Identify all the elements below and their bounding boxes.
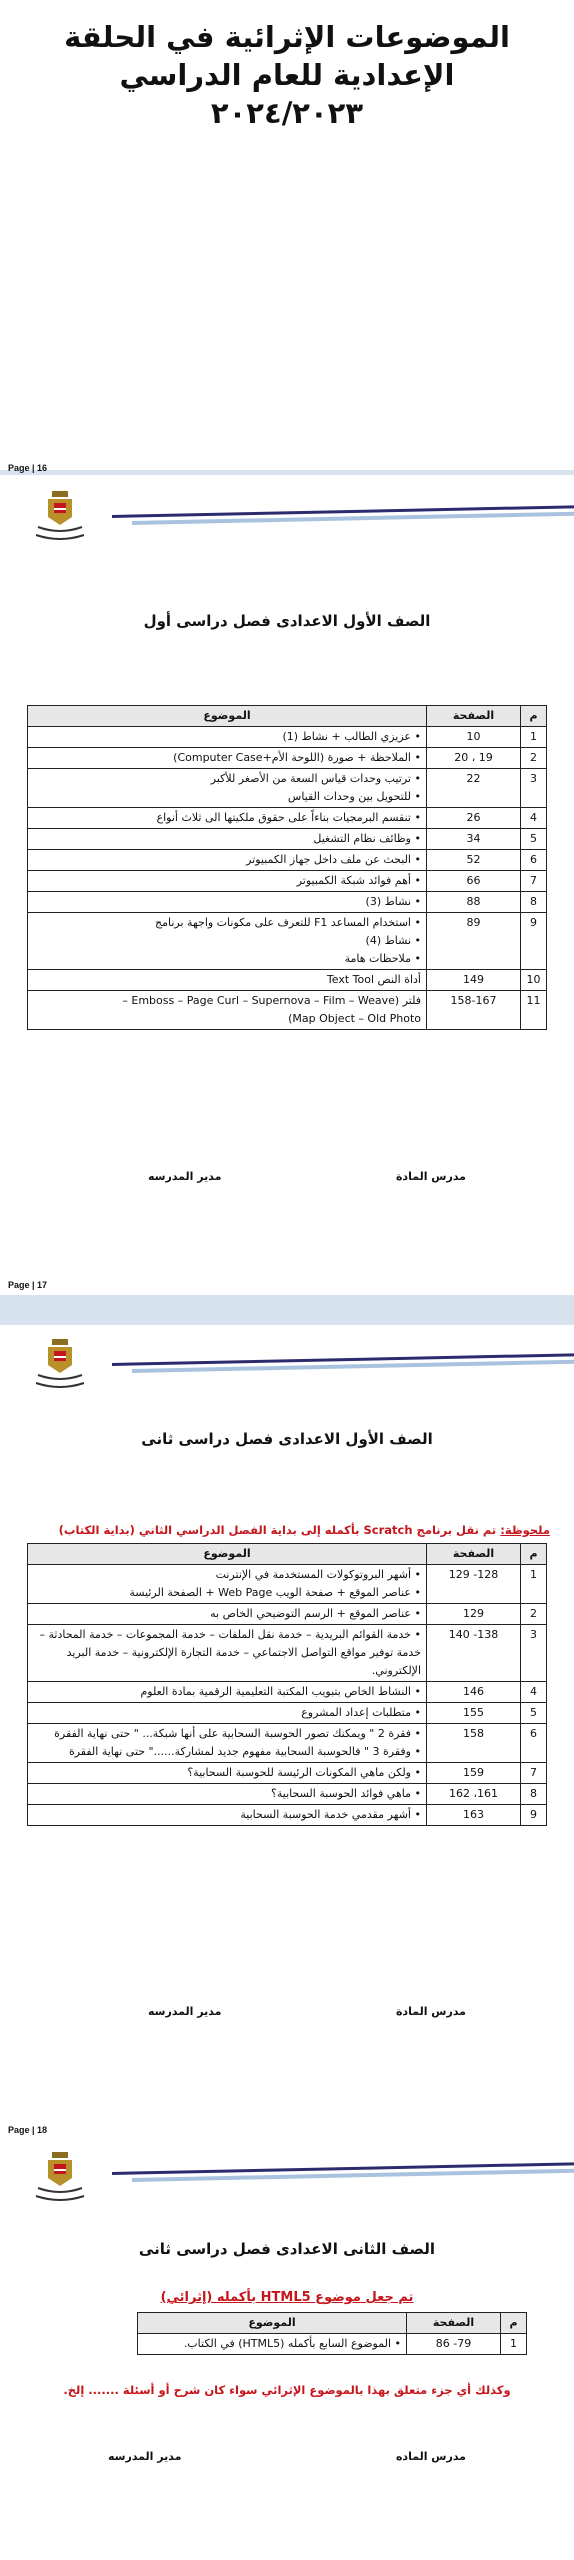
header-decoration bbox=[112, 1359, 574, 1379]
topics-table bbox=[137, 2312, 527, 2355]
table-row: 8 161، 162 • ماهي فوائد الحوسبة السحابية؟ bbox=[28, 1784, 547, 1805]
col-topic-header: الموضوع bbox=[138, 2313, 407, 2334]
cover-title-line3: ٢٠٢٤/٢٠٢٣ bbox=[210, 96, 364, 130]
col-num-header: م bbox=[521, 1544, 547, 1565]
html5-heading: تم جعل موضوع HTML5 بأكمله (إثرائي) bbox=[160, 2290, 414, 2305]
col-page-header: الصفحة bbox=[427, 706, 521, 727]
ministry-emblem-icon bbox=[30, 487, 90, 545]
topics-table bbox=[27, 1543, 547, 1826]
transfer-note bbox=[30, 1523, 550, 1537]
note-text: تم نقل برنامج Scratch بأكمله إلى بداية الفصل الدراسي الثاني (بداية الكتاب) bbox=[58, 1523, 497, 1537]
closing-note: وكذلك أي جزء متعلق بهذا بالموضوع الإثرائي سواء كان شرح أو أسئلة ....... إلخ. bbox=[63, 2383, 511, 2397]
header-decoration bbox=[112, 2168, 574, 2188]
page-number: Page | 17 bbox=[8, 1280, 48, 1290]
ministry-emblem-icon bbox=[30, 2148, 90, 2206]
table-row: 6 158 • فقرة 2 " ويمكنك تصور الحوسبة السحابية على أنها شبكة... " حتى نهاية الفقرة • وفقرة 3 " فالحوسبة السحابية مفهوم جديد لمشاركة......" حتى نهاية الفقرة bbox=[28, 1724, 547, 1763]
table-row: 5 155 • متطلبات إعداد المشروع bbox=[28, 1703, 547, 1724]
page-gap bbox=[0, 1295, 574, 1325]
table-row: 2 19 ، 20 • الملاحظة + صورة (اللوحة الأم+Computer Case) bbox=[28, 748, 547, 769]
principal-signature: مدير المدرسه bbox=[148, 1170, 222, 1183]
table-row: 3 22 • ترتيب وحدات قياس السعة من الأصغر للأكبر • للتحويل بين وحدات القياس bbox=[28, 769, 547, 808]
table-row: 8 88 • نشاط (3) bbox=[28, 892, 547, 913]
table-row: 10 149 أداة النص Text Tool bbox=[28, 970, 547, 991]
table-row: 11 158-167 فلتر (Emboss – Page Curl – Supernova – Film – Weave – Map Object – Old Photo) bbox=[28, 991, 547, 1030]
cover-title bbox=[0, 18, 574, 132]
table-row: 9 163 • أشهر مقدمي خدمة الحوسبة السحابية bbox=[28, 1805, 547, 1826]
table-row: 7 66 • أهم فوائد شبكة الكمبيوتر bbox=[28, 871, 547, 892]
table-row: 4 146 • النشاط الخاص بتبويب المكتبة التعليمية الرقمية بمادة العلوم bbox=[28, 1682, 547, 1703]
page-section1 bbox=[0, 475, 574, 1295]
page-number: Page | 18 bbox=[8, 2125, 48, 2135]
cover-title-line2: الإعدادية للعام الدراسي bbox=[119, 58, 455, 92]
col-page-header: الصفحة bbox=[407, 2313, 501, 2334]
table-row: 7 159 • ولكن ماهي المكونات الرئيسة للحوسبة السحابية؟ bbox=[28, 1763, 547, 1784]
section-title: الصف الثانى الاعدادى فصل دراسى ثانى bbox=[138, 2240, 436, 2258]
ministry-emblem-icon bbox=[30, 1335, 90, 1393]
section-title: الصف الأول الاعدادى فصل دراسى ثانى bbox=[141, 1430, 433, 1448]
table-row: 1 128- 129 • أشهر البروتوكولات المستخدمة في الإنترنت • عناصر الموقع + صفحة الويب Web Page + الصفحة الرئيسة bbox=[28, 1565, 547, 1604]
topics-table bbox=[27, 705, 547, 1030]
section-title: الصف الأول الاعدادى فصل دراسى أول bbox=[143, 612, 431, 630]
note-label: ملحوظة: bbox=[500, 1523, 550, 1537]
teacher-signature: مدرس الماده bbox=[395, 2450, 466, 2463]
page-section3 bbox=[0, 2140, 574, 2560]
principal-signature: مدير المدرسه bbox=[148, 2005, 222, 2018]
col-topic-header: الموضوع bbox=[28, 706, 427, 727]
teacher-signature: مدرس المادة bbox=[395, 2005, 466, 2018]
table-row: 3 138- 140 • خدمة القوائم البريدية – خدمة نقل الملفات – خدمة المجموعات – خدمة المحادثة – خدمة توفير مواقع التواصل الاجتماعي – خدمة التجارة الإلكترونية – خدمة البريد الإلكتروني. bbox=[28, 1625, 547, 1682]
cover-title-line1: الموضوعات الإثرائية في الحلقة bbox=[64, 20, 510, 54]
table-row: 2 129 • عناصر الموقع + الرسم التوضيحي الخاص به bbox=[28, 1604, 547, 1625]
col-num-header: م bbox=[501, 2313, 527, 2334]
header-decoration bbox=[112, 511, 574, 531]
col-topic-header: الموضوع bbox=[28, 1544, 427, 1565]
table-row: 4 26 • تنقسم البرمجيات بناءاً على حقوق ملكيتها الى ثلاث أنواع bbox=[28, 808, 547, 829]
table-row: 1 79- 86 • الموضوع السابع بأكمله (HTML5) في الكتاب. bbox=[138, 2334, 527, 2355]
principal-signature: مدير المدرسه bbox=[108, 2450, 182, 2463]
table-row: 1 10 • عزيزي الطالب + نشاط (1) bbox=[28, 727, 547, 748]
table-row: 5 34 • وظائف نظام التشغيل bbox=[28, 829, 547, 850]
table-row: 6 52 • البحث عن ملف داخل جهاز الكمبيوتر bbox=[28, 850, 547, 871]
table-row: 9 89 • استخدام المساعد F1 للتعرف على مكونات واجهة برنامج • نشاط (4) • ملاحظات هامة bbox=[28, 913, 547, 970]
page-section2 bbox=[0, 1325, 574, 2140]
cover-page bbox=[0, 0, 574, 473]
col-page-header: الصفحة bbox=[427, 1544, 521, 1565]
page-number: Page | 16 bbox=[8, 463, 48, 473]
teacher-signature: مدرس المادة bbox=[395, 1170, 466, 1183]
col-num-header: م bbox=[521, 706, 547, 727]
